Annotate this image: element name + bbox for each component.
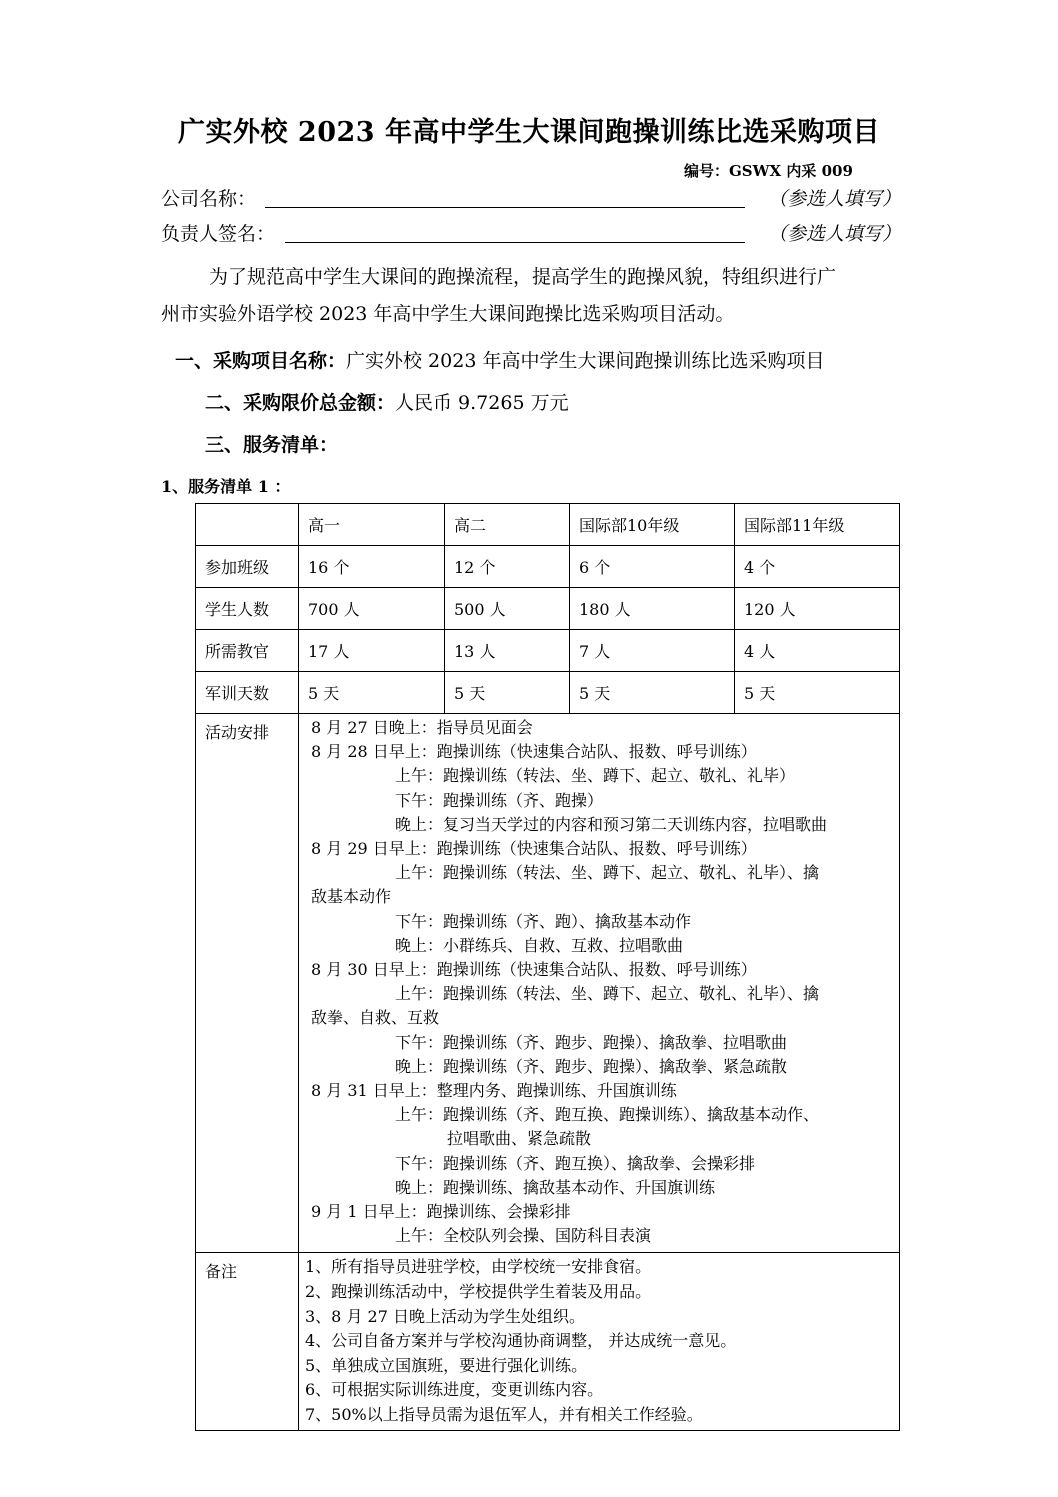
document-number: 编号：GSWX 内采 009 [684, 162, 853, 180]
schedule-line: 8 月 27 日晚上：指导员见面会 [311, 718, 533, 737]
signer-hint: （参选人填写） [767, 223, 901, 245]
table-row [196, 588, 900, 630]
signer-field[interactable] [161, 219, 901, 249]
remark-line: 4、公司自备方案并与学校沟通协商调整， 并达成统一意见。 [305, 1331, 737, 1351]
remark-line: 1、所有指导员进驻学校，由学校统一安排食宿。 [305, 1257, 652, 1277]
table-header-row [196, 504, 900, 546]
signer-input-line[interactable] [285, 242, 745, 243]
section-label: 二、采购限价总金额： [205, 392, 396, 414]
section-service-list [205, 430, 338, 457]
schedule-line: 9 月 1 日早上：跑操训练、会操彩排 [311, 1202, 571, 1222]
schedule-line: 8 月 31 日早上：整理内务、跑操训练、升国旗训练 [311, 1081, 677, 1101]
row-label: 军训天数 [196, 672, 299, 714]
table-cell: 7 人 [570, 630, 735, 672]
table-cell: 180 人 [570, 588, 735, 630]
table-cell: 17 人 [299, 630, 445, 672]
table-row [196, 672, 900, 714]
table-cell: 13 人 [445, 630, 570, 672]
table-cell: 500 人 [445, 588, 570, 630]
section-value: 广实外校 2023 年高中学生大课间跑操训练比选采购项目 [346, 350, 825, 372]
table-header-cell: 高一 [299, 504, 445, 546]
remark-line: 2、跑操训练活动中，学校提供学生着装及用品。 [305, 1282, 652, 1302]
schedule-line: 下午：跑操训练（齐、跑）、擒敌基本动作 [395, 911, 692, 931]
schedule-line: 下午：跑操训练（齐、跑互换）、擒敌拳、会操彩排 [395, 1153, 756, 1173]
company-name-hint: （参选人填写） [767, 188, 901, 210]
schedule-line: 下午：跑操训练（齐、跑操） [395, 790, 604, 810]
page-title: 广实外校 2023 年高中学生大课间跑操训练比选采购项目 [178, 117, 880, 148]
table-cell: 5 天 [570, 672, 735, 714]
schedule-line: 上午：跑操训练（转法、坐、蹲下、起立、敬礼、礼毕）、擒 [395, 984, 820, 1004]
table-cell: 5 天 [735, 672, 900, 714]
schedule-line: 上午：跑操训练（转法、坐、蹲下、起立、敬礼、礼毕）、擒 [395, 863, 820, 883]
schedule-list [311, 716, 895, 1248]
schedule-line: 8 月 29 日早上：跑操训练（快速集合站队、报数、呼号训练） [311, 839, 757, 859]
schedule-line: 上午：跑操训练（齐、跑互换、跑操训练）、擒敌基本动作、 [395, 1105, 820, 1125]
section-price-limit [205, 388, 569, 415]
schedule-line: 晚上：复习当天学过的内容和预习第二天训练内容，拉唱歌曲 [395, 814, 828, 834]
row-label: 参加班级 [196, 546, 299, 588]
remarks-row [196, 1253, 900, 1430]
section-procurement-name [175, 346, 824, 373]
table-row [196, 546, 900, 588]
intro-line: 为了规范高中学生大课间的跑操流程，提高学生的跑操风貌，特组织进行广 [209, 266, 837, 288]
service-list-heading: 1、服务清单 1 ： [161, 477, 291, 496]
row-label: 所需教官 [196, 630, 299, 672]
schedule-line: 下午：跑操训练（齐、跑步、跑操）、擒敌拳、拉唱歌曲 [395, 1032, 788, 1052]
table-cell: 5 天 [445, 672, 570, 714]
table-row [196, 630, 900, 672]
table-cell: 5 天 [299, 672, 445, 714]
company-name-label: 公司名称： [161, 188, 257, 210]
schedule-line: 8 月 28 日早上：跑操训练（快速集合站队、报数、呼号训练） [311, 742, 757, 762]
table-cell: 12 个 [445, 546, 570, 588]
company-name-field[interactable] [161, 184, 901, 214]
schedule-line: 晚上：跑操训练、擒敌基本动作、升国旗训练 [395, 1177, 716, 1197]
schedule-line: 上午：全校队列会操、国防科目表演 [395, 1226, 652, 1246]
intro-paragraph [161, 259, 901, 333]
table-cell: 120 人 [735, 588, 900, 630]
table-cell: 4 个 [735, 546, 900, 588]
section-label: 三、服务清单： [205, 434, 339, 456]
schedule-label: 活动安排 [196, 714, 299, 1253]
intro-line: 州市实验外语学校 2023 年高中学生大课间跑操比选采购项目活动。 [161, 303, 735, 325]
remarks-list [305, 1255, 895, 1427]
table-header-cell [196, 504, 299, 546]
remarks-label: 备注 [196, 1253, 299, 1430]
remark-line: 6、可根据实际训练进度，变更训练内容。 [305, 1380, 604, 1400]
table-header-cell: 国际部10年级 [570, 504, 735, 546]
schedule-cell [299, 714, 900, 1253]
company-name-input-line[interactable] [265, 207, 745, 208]
signer-label: 负责人签名： [161, 223, 276, 245]
remark-line: 5、单独成立国旗班，要进行强化训练。 [305, 1355, 588, 1375]
schedule-line: 拉唱歌曲、紧急疏散 [447, 1129, 592, 1149]
remarks-cell [299, 1253, 900, 1430]
schedule-row [196, 714, 900, 1253]
schedule-line: 晚上：跑操训练（齐、跑步、跑操）、擒敌拳、紧急疏散 [395, 1056, 788, 1076]
section-label: 一、采购项目名称： [175, 350, 347, 372]
table-header-cell: 国际部11年级 [735, 504, 900, 546]
table-cell: 700 人 [299, 588, 445, 630]
service-table [195, 503, 900, 1431]
table-cell: 4 人 [735, 630, 900, 672]
row-label: 学生人数 [196, 588, 299, 630]
schedule-line: 敌基本动作 [311, 887, 392, 907]
section-value: 人民币 9.7265 万元 [395, 392, 569, 414]
table-cell: 16 个 [299, 546, 445, 588]
remark-line: 7、50%以上指导员需为退伍军人，并有相关工作经验。 [305, 1405, 703, 1425]
schedule-line: 上午：跑操训练（转法、坐、蹲下、起立、敬礼、礼毕） [395, 766, 796, 786]
remark-line: 3、8 月 27 日晚上活动为学生处组织。 [305, 1306, 585, 1326]
schedule-line: 敌拳、自救、互救 [311, 1008, 440, 1028]
schedule-line: 8 月 30 日早上：跑操训练（快速集合站队、报数、呼号训练） [311, 960, 757, 980]
table-cell: 6 个 [570, 546, 735, 588]
schedule-line: 晚上：小群练兵、自救、互救、拉唱歌曲 [395, 935, 684, 955]
table-header-cell: 高二 [445, 504, 570, 546]
